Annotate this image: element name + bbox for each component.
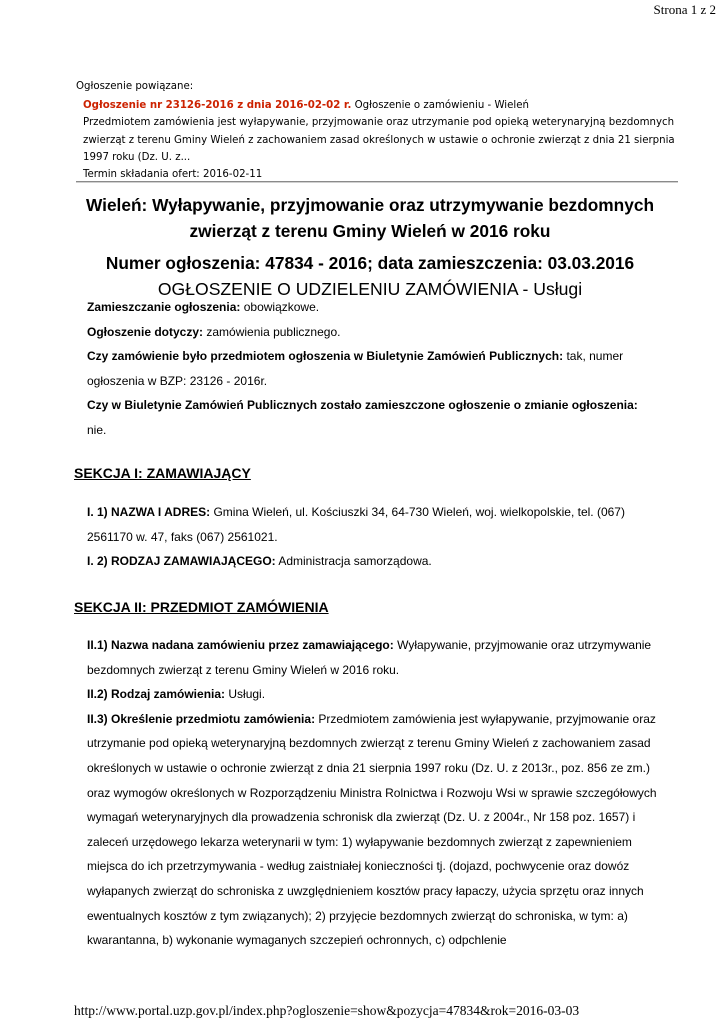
related-notice [76,78,676,183]
field-label: Zamieszczanie ogłoszenia: [87,300,241,314]
field-change-notice [87,393,657,442]
field-value: zamówienia publicznego. [206,324,341,339]
section-2-heading: SEKCJA II: PRZEDMIOT ZAMÓWIENIA [74,599,329,615]
related-type: Ogłoszenie o zamówieniu - Wieleń [354,100,529,112]
item-value: Gmina Wieleń, ul. Kościuszki 34, 64-730 Wieleń, woj. wielkopolskie, tel. (067) 2561170 w. 47, faks (067) 2561021. [87,505,625,544]
item-label: I. 1) NAZWA I ADRES: [87,505,211,519]
item-label: II.1) Nazwa nadana zamówieniu przez zamawiającego: [87,638,394,652]
field-value: tak, numer ogłoszenia w BZP: 23126 - 2016r. [87,349,624,388]
footer-url[interactable]: http://www.portal.uzp.gov.pl/index.php?ogloszenie=show&pozycja=47834&rok=2016-03-03 [74,1003,580,1018]
related-body [76,97,676,183]
field-concerns [87,320,657,345]
field-label: Czy zamówienie było przedmiotem ogłoszenia w Biuletynie Zamówień Publicznych: [87,349,564,363]
title-line-1: Wieleń: Wyłapywanie, przyjmowanie oraz utrzymywanie bezdomnych [85,195,655,215]
section-1-body [87,500,657,574]
related-notice-link[interactable]: Ogłoszenie nr 23126-2016 z dnia 2016-02-02 r. [83,100,352,112]
related-heading: Ogłoszenie powiązane: [76,81,194,92]
section-2-item [87,682,657,707]
notice-number-line: Numer ogłoszenia: 47834 - 2016; data zamieszczenia: 03.03.2016 [105,253,635,273]
item-value: Administracja samorządowa. [278,554,432,569]
separator-rule [76,181,678,183]
item-value: Przedmiotem zamówienia jest wyłapywanie, przyjmowanie oraz utrzymanie pod opieką weterynaryjną bezdomnych zwierząt z terenu Gminy Wieleń z zachowaniem zasad określonych w ustawie o ochronie zwierząt z dnia 21 sierpnia 1997 roku (Dz. U. z 2013r., poz. 856 ze zm.) oraz wymogów określonych w Rozporządzeniu Ministra Rolnictwa i Rozwoju Wsi w sprawie szczegółowych wymagań weterynaryjnych dla prowadzenia schronisk dla zwierząt (Dz. U. z 2004r., Nr 158 poz. 1657) i zaleceń urzędowego lekarza weterynarii w tym: 1) wyłapywanie bezdomnych zwierząt z zapewnieniem miejsca do ich przetrzymywania - według zaistniałej konieczności tj. (dojazd, pochwycenie oraz dowóz wyłapanych zwierząt do schroniska z uwzględnieniem kosztów pracy łapaczy, użycia sprzętu oraz innych ewentualnych kosztów z tym związanych); 2) przyjęcie bezdomnych zwierząt do schroniska, w tym: a) kwarantanna, b) wykonanie wymaganych szczepień ochronnych, c) odpchlenie [87,711,657,948]
field-bzp-notice [87,344,657,393]
general-fields [87,295,657,442]
section-1-item [87,500,657,549]
field-label: Ogłoszenie dotyczy: [87,324,204,339]
section-2-item [87,633,657,682]
item-label: II.2) Rodzaj zamówienia: [87,687,226,702]
section-2-body [87,633,657,953]
item-value: Wyłapywanie, przyjmowanie oraz utrzymywanie bezdomnych zwierząt z terenu Gminy Wieleń w 2016 roku. [87,638,652,677]
section-1-heading: SEKCJA I: ZAMAWIAJĄCY [74,465,251,481]
notice-type-line: OGŁOSZENIE O UDZIELENIU ZAMÓWIENIA - Usługi [157,279,583,299]
section-1-item [87,549,657,574]
title-line-2: zwierząt z terenu Gminy Wieleń w 2016 roku [189,221,551,241]
field-publication [87,295,657,320]
field-value: obowiązkowe. [243,300,320,314]
item-value: Usługi. [228,687,266,702]
page-number: Strona 1 z 2 [653,2,716,17]
field-value: nie. [87,422,107,437]
field-label: Czy w Biuletynie Zamówień Publicznych zostało zamieszczone ogłoszenie o zmianie ogłoszenia: [87,398,638,412]
item-label: I. 2) RODZAJ ZAMAWIAJĄCEGO: [87,554,276,569]
related-deadline: Termin składania ofert: 2016-02-11 [83,169,263,181]
notice-title [70,192,670,302]
section-2-item [87,707,657,953]
related-description: Przedmiotem zamówienia jest wyłapywanie, przyjmowanie oraz utrzymanie pod opieką weterynaryjną bezdomnych zwierząt z terenu Gminy Wieleń z zachowaniem zasad określonych w ustawie o ochronie zwierząt z dnia 21 sierpnia 1997 roku (Dz. U. z... [83,117,675,163]
item-label: II.3) Określenie przedmiotu zamówienia: [87,711,316,726]
